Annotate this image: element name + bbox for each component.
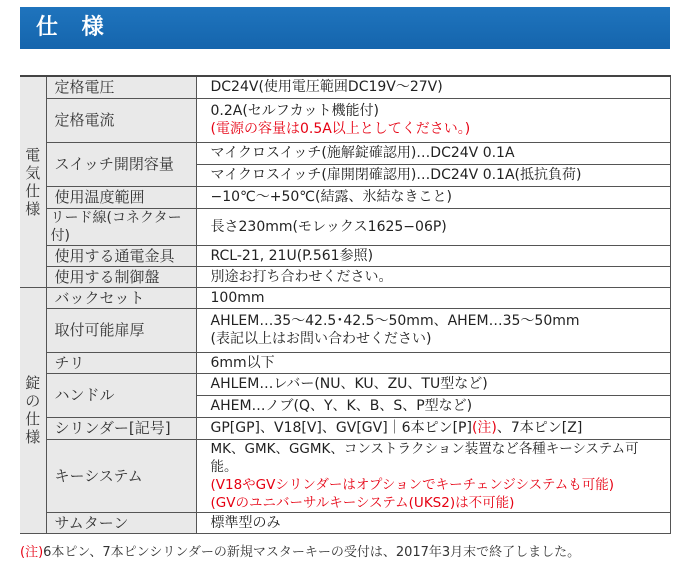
row-value-backset: 100mm (196, 287, 670, 308)
group-char: 様 (25, 199, 41, 218)
row-value-cylinder (196, 417, 670, 439)
row-value-handle-1: AHLEM…レバー(NU、KU、ZU、TU型など) (196, 373, 670, 395)
row-value-rated-current (196, 98, 670, 142)
cylinder-types: GP[GP]、V18[V]、GV[GV]｜6本ピン[P] (210, 420, 472, 436)
key-change-note: (V18やGVシリンダーはオプションでキーチェンジシステムも可能) (210, 476, 614, 493)
table-row (20, 373, 670, 395)
footnote-text: 6本ピン、7本ピンシリンダーの新規マスターキーの受付は、2017年3月末で終了しました。 (43, 545, 581, 560)
table-row (20, 245, 670, 266)
row-label-thumbturn: サムターン (46, 512, 196, 533)
row-label-backset: バックセット (46, 287, 196, 308)
row-value-handle-2: AHEM…ノブ(Q、Y、K、B、S、P型など) (196, 395, 670, 417)
table-row (20, 266, 670, 287)
row-value-rated-voltage: DC24V(使用電圧範囲DC19V～27V) (196, 76, 670, 98)
door-thickness-value: AHLEM…35～42.5･42.5～50mm、AHEM…35～50mm (210, 313, 580, 329)
door-thickness-note: (表記以上はお問い合わせください) (210, 331, 432, 347)
row-label-fittings: 使用する通電金具 (46, 245, 196, 266)
row-value-control-panel: 別途お打ち合わせください。 (196, 266, 670, 287)
row-value-door-thickness (196, 308, 670, 352)
row-label-temperature: 使用温度範囲 (46, 186, 196, 208)
group-label-electric (20, 76, 46, 287)
footnote-mark: (注) (20, 545, 44, 560)
group-char: 電 (25, 145, 41, 164)
group-char: 仕 (25, 181, 41, 200)
table-row (20, 142, 670, 164)
cylinder-types-7pin: 、7本ピン[Z] (496, 420, 583, 436)
table-row (20, 208, 670, 245)
row-value-switch-1: マイクロスイッチ(施解錠確認用)…DC24V 0.1A (196, 142, 670, 164)
table-row (20, 417, 670, 439)
table-row (20, 308, 670, 352)
row-label-cylinder: シリンダー[記号] (46, 417, 196, 439)
cylinder-note-mark: (注) (471, 420, 497, 436)
power-capacity-note: (電源の容量は0.5A以上としてください。) (210, 121, 471, 137)
row-label-lead-wire: リード線(コネクター付) (46, 208, 196, 245)
group-char: の (25, 392, 41, 410)
row-value-chiri: 6mm以下 (196, 352, 670, 373)
table-row (20, 98, 670, 142)
row-label-chiri: チリ (46, 352, 196, 373)
row-value-temperature: −10℃～+50℃(結露、氷結なきこと) (196, 186, 670, 208)
key-system-value: MK、GMK、GGMK、コンストラクション装置など各種キーシステム可能。 (210, 440, 639, 475)
table-row (20, 76, 670, 98)
table-row (20, 287, 670, 308)
row-label-rated-current: 定格電流 (46, 98, 196, 142)
table-row (20, 512, 670, 533)
row-label-handle: ハンドル (46, 373, 196, 417)
row-value-switch-2: マイクロスイッチ(扉開閉確認用)…DC24V 0.1A(抵抗負荷) (196, 164, 670, 186)
spec-table (20, 75, 671, 534)
row-label-switch: スイッチ開閉容量 (46, 142, 196, 186)
row-label-control-panel: 使用する制御盤 (46, 266, 196, 287)
row-value-fittings: RCL-21, 21U(P.561参照) (196, 245, 670, 266)
group-label-lock (20, 287, 46, 533)
row-value-key-system (196, 439, 670, 512)
table-row (20, 352, 670, 373)
table-row (20, 439, 670, 512)
row-label-rated-voltage: 定格電圧 (46, 76, 196, 98)
row-value-lead-wire: 長さ230mm(モレックス1625−06P) (196, 208, 670, 245)
group-char: 気 (25, 163, 41, 182)
group-char: 錠 (25, 374, 41, 392)
universal-key-note: (GVのユニバーサルキーシステム(UKS2)は不可能) (210, 494, 515, 511)
section-title: 仕 様 (36, 15, 112, 40)
group-char: 様 (25, 428, 41, 446)
section-title-bar (20, 7, 670, 49)
footnote (20, 541, 580, 560)
row-value-thumbturn: 標準型のみ (196, 512, 670, 533)
table-row (20, 186, 670, 208)
rated-current-value: 0.2A(セルフカット機能付) (210, 103, 379, 119)
row-label-door-thickness: 取付可能扉厚 (46, 308, 196, 352)
group-char: 仕 (25, 410, 41, 428)
row-label-key-system: キーシステム (46, 439, 196, 512)
